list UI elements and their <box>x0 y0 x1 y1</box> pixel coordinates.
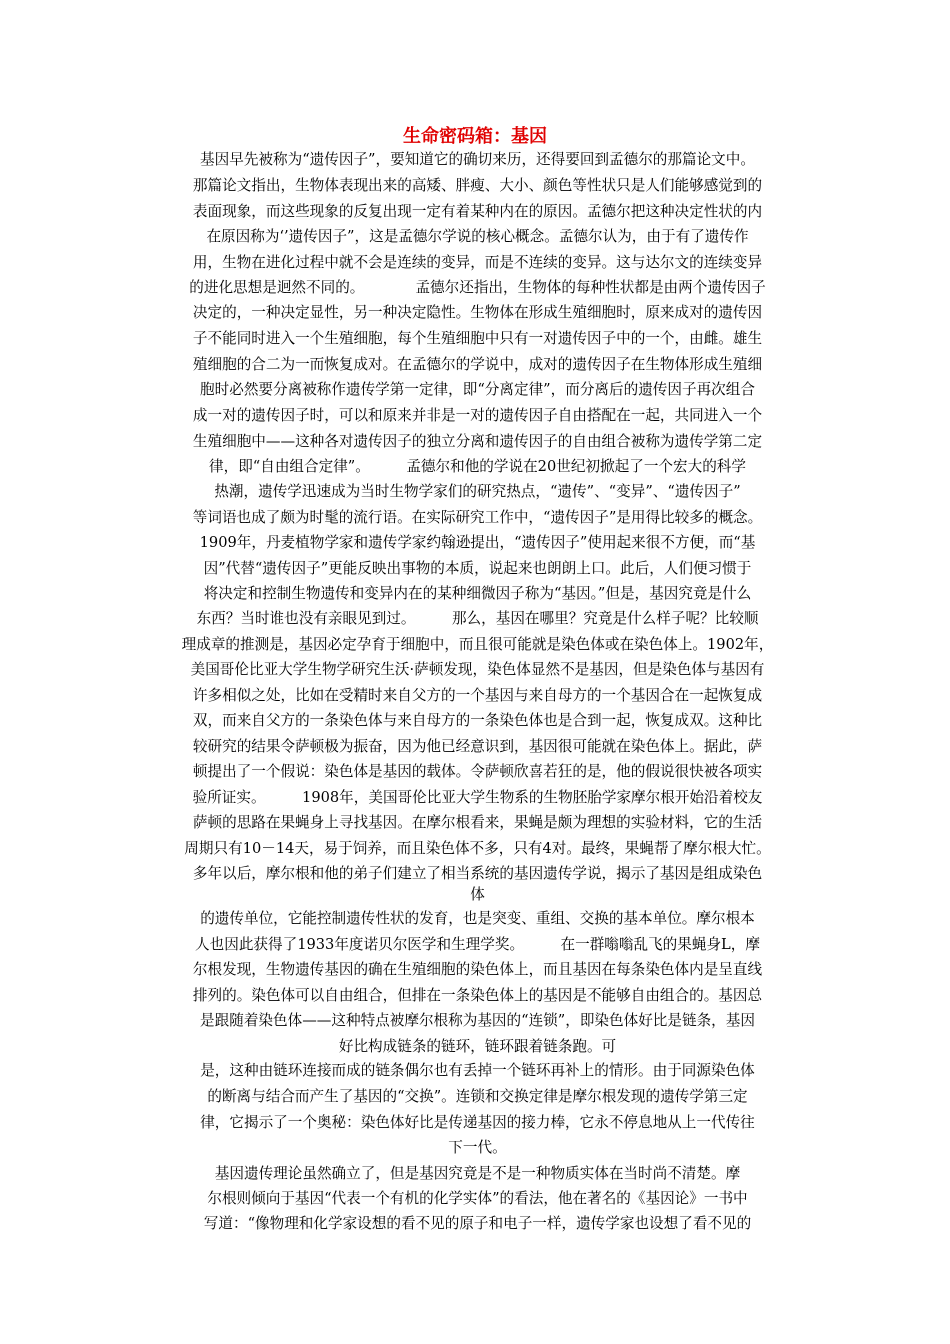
body-line: 生殖细胞中——这种各对遗传因子的独立分离和遗传因子的自由组合被称为遗传学第二定 <box>192 433 763 450</box>
body-line: 周期只有10－14天，易于饲养，而且染色体不多，只有4对。最终，果蝇帮了摩尔根大忙。 <box>184 840 771 857</box>
body-line: 东西？当时谁也没有亲眼见到过。 那么，基因在哪里？究竟是什么样子呢？比较顺 <box>196 610 759 627</box>
body-line: 是跟随着染色体——这种特点被摩尔根称为基因的“连锁”，即染色体好比是链条，基因 <box>200 1012 755 1029</box>
body-line: 用，生物在进化过程中就不会是连续的变异，而是不连续的变异。这与达尔文的连续变异 <box>192 254 763 271</box>
body-line: 多年以后，摩尔根和他的弟子们建立了相当系统的基因遗传学说，揭示了基因是组成染色 <box>192 865 763 882</box>
body-line: 顿提出了一个假说：染色体是基因的载体。令萨顿欣喜若狂的是，他的假说很快被各项实 <box>192 763 763 780</box>
body-line: 许多相似之处，比如在受精时来自父方的一个基因与来自母方的一个基因合在一起恢复成 <box>192 687 763 704</box>
body-line: 的进化思想是迥然不同的。 孟德尔还指出，生物体的每种性状都是由两个遗传因子 <box>189 279 766 296</box>
body-line: 基因早先被称为“遗传因子”，要知道它的确切来历，还得要回到孟德尔的那篇论文中。 <box>200 151 755 168</box>
body-line: 胞时必然要分离被称作遗传学第一定律，即“分离定律”，而分离后的遗传因子再次组合 <box>200 381 755 398</box>
body-line: 是，这种由链环连接而成的链条偶尔也有丢掉一个链环再补上的情形。由于同源染色体 <box>200 1062 755 1079</box>
body-line: 萨顿的思路在果蝇身上寻找基因。在摩尔根看来，果蝇是颇为理想的实验材料，它的生活 <box>192 814 763 831</box>
body-line: 1909年，丹麦植物学家和遗传学家约翰逊提出，“遗传因子”使用起来很不方便，而“基 <box>199 534 756 551</box>
body-line: 成一对的遗传因子时，可以和原来并非是一对的遗传因子自由搭配在一起，共同进入一个 <box>192 407 763 424</box>
body-line: 尔根发现，生物遗传基因的确在生殖细胞的染色体上，而且基因在每条染色体内是呈直线 <box>192 961 763 978</box>
document-title: 生命密码箱：基因 <box>403 126 547 147</box>
body-line: 的遗传单位，它能控制遗传性状的发育，也是突变、重组、交换的基本单位。摩尔根本 <box>200 910 755 927</box>
body-line: 决定的，一种决定显性，另一种决定隐性。生物体在形成生殖细胞时，原来成对的遗传因 <box>192 304 763 321</box>
body-line: 排列的。染色体可以自由组合，但排在一条染色体上的基因是不能够自由组合的。基因总 <box>192 987 763 1004</box>
body-line: 那篇论文指出，生物体表现出来的高矮、胖瘦、大小、颜色等性状只是人们能够感觉到的 <box>192 177 763 194</box>
body-line: 写道：“像物理和化学家设想的看不见的原子和电子一样，遗传学家也设想了看不见的 <box>203 1215 752 1232</box>
body-line: 尔根则倾向于基因“代表一个有机的化学实体”的看法，他在著名的《基因论》一书中 <box>207 1190 748 1207</box>
body-line: 体 <box>470 886 485 903</box>
body-line: 理成章的推测是，基因必定孕育于细胞中，而且很可能就是染色体或在染色体上。1902年， <box>181 636 774 653</box>
body-line: 双，而来自父方的一条染色体与来自母方的一条染色体也是合到一起，恢复成双。这种比 <box>192 712 763 729</box>
body-line: 下一代。 <box>448 1139 507 1156</box>
body-line: 的断离与结合而产生了基因的“交换”。连锁和交换定律是摩尔根发现的遗传学第三定 <box>207 1088 748 1105</box>
body-line: 律，即“自由组合定律”。 孟德尔和他的学说在20世纪初掀起了一个宏大的科学 <box>209 458 746 475</box>
body-line: 因”代替“遗传因子”更能反映出事物的本质，说起来也朗朗上口。此后，人们便习惯于 <box>203 560 752 577</box>
body-line: 在原因称为‘’遗传因子”，这是孟德尔学说的核心概念。孟德尔认为，由于有了遗传作 <box>206 228 749 245</box>
body-line: 热潮，遗传学迅速成为当时生物学家们的研究热点，“遗传”、“变异”、“遗传因子” <box>214 483 741 500</box>
body-line: 将决定和控制生物遗传和变异内在的某种细微因子称为“基因。”但是，基因究竟是什么 <box>203 585 752 602</box>
body-line: 等词语也成了颇为时髦的流行语。在实际研究工作中，“遗传因子”是用得比较多的概念。 <box>192 509 763 526</box>
body-line: 较研究的结果令萨顿极为振奋，因为他已经意识到，基因很可能就在染色体上。据此，萨 <box>192 738 763 755</box>
body-line: 基因遗传理论虽然确立了，但是基因究竟是不是一种物质实体在当时尚不清楚。摩 <box>214 1165 741 1182</box>
body-line: 验所证实。 1908年，美国哥伦比亚大学生物系的生物胚胎学家摩尔根开始沿着校友 <box>192 789 763 806</box>
body-line: 殖细胞的合二为一而恢复成对。在孟德尔的学说中，成对的遗传因子在生物体形成生殖细 <box>192 356 763 373</box>
body-line: 子不能同时进入一个生殖细胞，每个生殖细胞中只有一对遗传因子中的一个，由雌。雄生 <box>192 330 763 347</box>
body-line: 好比构成链条的链环，链环跟着链条跑。可 <box>338 1038 617 1055</box>
body-line: 美国哥伦比亚大学生物学研究生沃·萨顿发现，染色体显然不是基因，但是染色体与基因有 <box>190 661 765 678</box>
body-line: 律，它揭示了一个奥秘：染色体好比是传递基因的接力棒，它永不停息地从上一代传往 <box>200 1114 755 1131</box>
body-line: 人也因此获得了1933年度诺贝尔医学和生理学奖。 在一群嗡嗡乱飞的果蝇身L，摩 <box>195 936 760 953</box>
body-line: 表面现象，而这些现象的反复出现一定有着某种内在的原因。孟德尔把这种决定性状的内 <box>192 203 763 220</box>
